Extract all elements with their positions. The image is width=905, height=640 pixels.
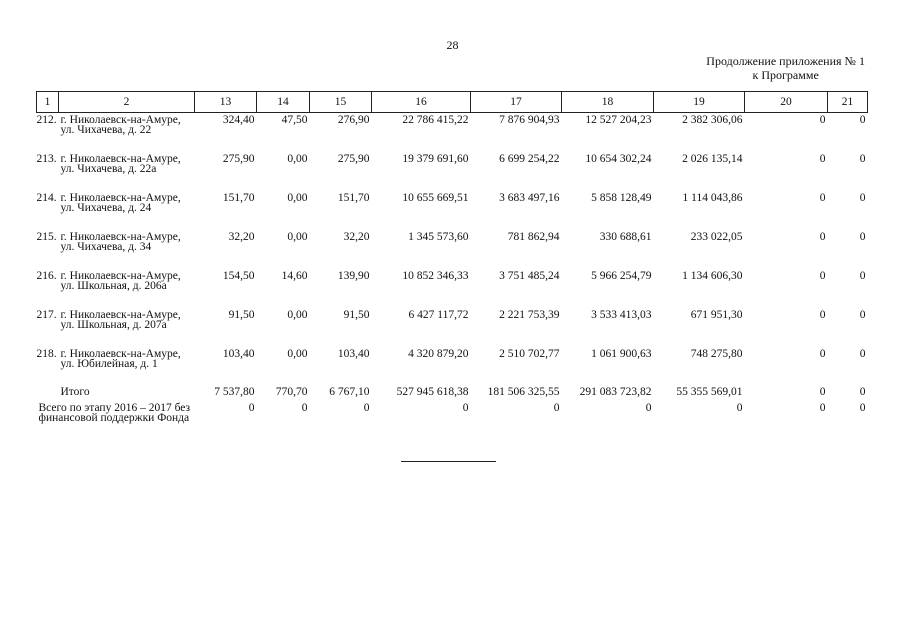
header-row xyxy=(37,92,868,113)
end-rule xyxy=(401,461,496,462)
stage-total-cell-20: 0 xyxy=(819,402,826,414)
total-blank xyxy=(37,385,59,401)
address-cell: г. Николаевск-на-Амуре, ул. Школьная, д. 207а xyxy=(60,309,181,331)
value-cell-16: 10 852 346,33 xyxy=(402,270,469,282)
value-cell-13: 324,40 xyxy=(222,114,255,126)
value-cell-17: 7 876 904,93 xyxy=(499,114,560,126)
value-cell-21: 0 xyxy=(859,270,866,282)
stage-total-cell-13: 0 xyxy=(248,402,255,414)
value-cell-18: 5 966 254,79 xyxy=(591,270,652,282)
total-cell-19: 55 355 569,01 xyxy=(676,386,743,398)
value-cell-13: 91,50 xyxy=(228,309,255,321)
value-cell-20: 0 xyxy=(819,192,826,204)
value-cell-14: 14,60 xyxy=(281,270,308,282)
address-cell: г. Николаевск-на-Амуре, ул. Школьная, д. 206а xyxy=(60,270,181,292)
total-cell-16: 527 945 618,38 xyxy=(396,386,469,398)
value-cell-19: 748 275,80 xyxy=(690,348,743,360)
total-cell-18: 291 083 723,82 xyxy=(579,386,652,398)
value-cell-14: 47,50 xyxy=(281,114,308,126)
value-cell-14: 0,00 xyxy=(287,309,308,321)
table-row xyxy=(37,268,868,307)
stage-total-cell-18: 0 xyxy=(645,402,652,414)
value-cell-17: 2 510 702,77 xyxy=(499,348,560,360)
value-cell-15: 91,50 xyxy=(343,309,370,321)
value-cell-13: 103,40 xyxy=(222,348,255,360)
value-cell-21: 0 xyxy=(859,114,866,126)
value-cell-14: 0,00 xyxy=(287,348,308,360)
value-cell-18: 5 858 128,49 xyxy=(591,192,652,204)
total-cell-21: 0 xyxy=(859,386,866,398)
stage-total-cell-15: 0 xyxy=(363,402,370,414)
address-cell: г. Николаевск-на-Амуре, ул. Чихачева, д. 22а xyxy=(60,153,181,175)
table-row xyxy=(37,151,868,190)
value-cell-13: 32,20 xyxy=(228,231,255,243)
value-cell-20: 0 xyxy=(819,114,826,126)
stage-total-cell-17: 0 xyxy=(553,402,560,414)
value-cell-19: 2 382 306,06 xyxy=(682,114,743,126)
value-cell-18: 330 688,61 xyxy=(599,231,652,243)
value-cell-13: 154,50 xyxy=(222,270,255,282)
value-cell-15: 151,70 xyxy=(337,192,370,204)
row-number: 215. xyxy=(36,231,57,243)
col-header-1: 1 xyxy=(37,92,59,113)
value-cell-20: 0 xyxy=(819,348,826,360)
total-label: Итого xyxy=(60,386,90,398)
value-cell-16: 19 379 691,60 xyxy=(402,153,469,165)
table-row xyxy=(37,307,868,346)
value-cell-15: 275,90 xyxy=(337,153,370,165)
value-cell-16: 22 786 415,22 xyxy=(402,114,469,126)
value-cell-18: 1 061 900,63 xyxy=(591,348,652,360)
col-header-17: 17 xyxy=(471,92,562,113)
value-cell-18: 12 527 204,23 xyxy=(585,114,652,126)
value-cell-19: 1 134 606,30 xyxy=(682,270,743,282)
value-cell-16: 6 427 117,72 xyxy=(408,309,469,321)
col-header-15: 15 xyxy=(310,92,372,113)
value-cell-15: 32,20 xyxy=(343,231,370,243)
row-number: 213. xyxy=(36,153,57,165)
col-header-14: 14 xyxy=(257,92,310,113)
value-cell-14: 0,00 xyxy=(287,153,308,165)
total-row xyxy=(37,385,868,401)
value-cell-20: 0 xyxy=(819,153,826,165)
value-cell-17: 6 699 254,22 xyxy=(499,153,560,165)
value-cell-19: 2 026 135,14 xyxy=(682,153,743,165)
stage-total-cell-14: 0 xyxy=(301,402,308,414)
total-cell-13: 7 537,80 xyxy=(214,386,255,398)
col-header-16: 16 xyxy=(372,92,471,113)
value-cell-15: 276,90 xyxy=(337,114,370,126)
stage-total-cell-21: 0 xyxy=(859,402,866,414)
table-row xyxy=(37,229,868,268)
col-header-19: 19 xyxy=(654,92,745,113)
col-header-13: 13 xyxy=(195,92,257,113)
value-cell-18: 3 533 413,03 xyxy=(591,309,652,321)
value-cell-18: 10 654 302,24 xyxy=(585,153,652,165)
total-cell-20: 0 xyxy=(819,386,826,398)
value-cell-16: 4 320 879,20 xyxy=(408,348,469,360)
total-cell-14: 770,70 xyxy=(275,386,308,398)
value-cell-20: 0 xyxy=(819,309,826,321)
col-header-2: 2 xyxy=(59,92,195,113)
table-row xyxy=(37,346,868,385)
stage-total-row xyxy=(37,401,868,443)
address-cell: г. Николаевск-на-Амуре, ул. Чихачева, д. 24 xyxy=(60,192,181,214)
row-number: 217. xyxy=(36,309,57,321)
stage-total-label: Всего по этапу 2016 – 2017 без финансовой поддержки Фонда xyxy=(38,402,191,424)
row-number: 216. xyxy=(36,270,57,282)
value-cell-21: 0 xyxy=(859,192,866,204)
address-cell: г. Николаевск-на-Амуре, ул. Юбилейная, д. 1 xyxy=(60,348,181,370)
value-cell-14: 0,00 xyxy=(287,231,308,243)
value-cell-14: 0,00 xyxy=(287,192,308,204)
value-cell-21: 0 xyxy=(859,153,866,165)
continuation-line-1: Продолжение приложения № 1 xyxy=(706,54,865,68)
value-cell-21: 0 xyxy=(859,348,866,360)
continuation-line-2: к Программе xyxy=(752,68,819,82)
row-number: 218. xyxy=(36,348,57,360)
value-cell-13: 275,90 xyxy=(222,153,255,165)
value-cell-16: 1 345 573,60 xyxy=(408,231,469,243)
value-cell-17: 3 751 485,24 xyxy=(499,270,560,282)
value-cell-17: 781 862,94 xyxy=(507,231,560,243)
value-cell-19: 233 022,05 xyxy=(690,231,743,243)
value-cell-20: 0 xyxy=(819,231,826,243)
row-number: 212. xyxy=(36,114,57,126)
address-cell: г. Николаевск-на-Амуре, ул. Чихачева, д. 22 xyxy=(60,114,181,136)
value-cell-15: 103,40 xyxy=(337,348,370,360)
value-cell-17: 2 221 753,39 xyxy=(499,309,560,321)
table-row xyxy=(37,190,868,229)
address-cell: г. Николаевск-на-Амуре, ул. Чихачева, д. 34 xyxy=(60,231,181,253)
table-row xyxy=(37,113,868,152)
value-cell-13: 151,70 xyxy=(222,192,255,204)
program-table xyxy=(36,91,868,443)
value-cell-16: 10 655 669,51 xyxy=(402,192,469,204)
value-cell-21: 0 xyxy=(859,231,866,243)
continuation-note xyxy=(706,54,865,82)
stage-total-cell-16: 0 xyxy=(462,402,469,414)
col-header-18: 18 xyxy=(562,92,654,113)
value-cell-21: 0 xyxy=(859,309,866,321)
stage-total-cell-19: 0 xyxy=(736,402,743,414)
value-cell-20: 0 xyxy=(819,270,826,282)
value-cell-19: 671 951,30 xyxy=(690,309,743,321)
row-number: 214. xyxy=(36,192,57,204)
col-header-21: 21 xyxy=(828,92,868,113)
value-cell-15: 139,90 xyxy=(337,270,370,282)
total-cell-17: 181 506 325,55 xyxy=(487,386,560,398)
page-number: 28 xyxy=(446,38,459,52)
total-cell-15: 6 767,10 xyxy=(329,386,370,398)
value-cell-19: 1 114 043,86 xyxy=(682,192,743,204)
col-header-20: 20 xyxy=(745,92,828,113)
value-cell-17: 3 683 497,16 xyxy=(499,192,560,204)
